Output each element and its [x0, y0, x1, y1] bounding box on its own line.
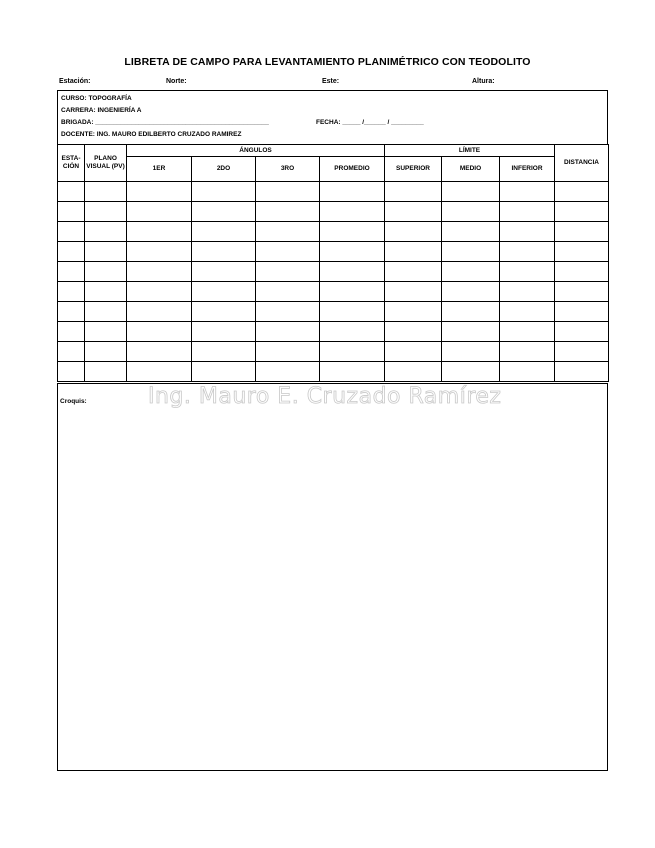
table-cell — [85, 322, 127, 342]
table-cell — [85, 202, 127, 222]
table-row — [58, 282, 609, 302]
table-cell — [192, 322, 256, 342]
table-cell — [500, 182, 555, 202]
table-cell — [85, 222, 127, 242]
table-cell — [555, 222, 609, 242]
table-cell — [127, 322, 192, 342]
table-cell — [256, 222, 320, 242]
table-cell — [256, 242, 320, 262]
table-cell — [58, 202, 85, 222]
table-cell — [85, 342, 127, 362]
table-cell — [192, 282, 256, 302]
angulo-1er-header: 1ER — [127, 157, 192, 182]
table-cell — [127, 342, 192, 362]
limite-medio-header: MEDIO — [442, 157, 500, 182]
table-cell — [442, 342, 500, 362]
table-cell — [555, 182, 609, 202]
table-cell — [127, 262, 192, 282]
table-cell — [58, 182, 85, 202]
plano-visual-header: PLANO VISUAL (PV) — [85, 145, 127, 182]
table-cell — [192, 262, 256, 282]
table-cell — [385, 342, 442, 362]
table-cell — [442, 222, 500, 242]
table-cell — [192, 222, 256, 242]
table-cell — [58, 302, 85, 322]
table-cell — [442, 302, 500, 322]
table-cell — [555, 322, 609, 342]
table-cell — [320, 202, 385, 222]
table-cell — [127, 242, 192, 262]
table-row — [58, 242, 609, 262]
estacion-header: ESTA-CIÓN — [58, 145, 85, 182]
table-cell — [85, 362, 127, 382]
table-cell — [442, 202, 500, 222]
este-label: Este: — [322, 78, 340, 85]
table-cell — [500, 302, 555, 322]
table-cell — [192, 202, 256, 222]
table-row — [58, 302, 609, 322]
table-cell — [127, 282, 192, 302]
table-cell — [385, 202, 442, 222]
table-cell — [320, 362, 385, 382]
table-cell — [500, 342, 555, 362]
table-cell — [192, 302, 256, 322]
table-cell — [442, 362, 500, 382]
table-row — [58, 202, 609, 222]
table-cell — [442, 262, 500, 282]
table-cell — [58, 222, 85, 242]
table-cell — [192, 362, 256, 382]
table-cell — [320, 302, 385, 322]
table-cell — [500, 282, 555, 302]
table-row — [58, 182, 609, 202]
table-cell — [442, 182, 500, 202]
table-row — [58, 362, 609, 382]
angulos-header: ÁNGULOS — [127, 145, 385, 157]
table-cell — [385, 302, 442, 322]
table-cell — [256, 262, 320, 282]
angulo-2do-header: 2DO — [192, 157, 256, 182]
table-cell — [58, 242, 85, 262]
table-cell — [320, 262, 385, 282]
carrera-field: CARRERA: INGENIERÍA A — [61, 107, 142, 114]
table-cell — [256, 322, 320, 342]
angulo-promedio-header: PROMEDIO — [320, 157, 385, 182]
table-cell — [500, 242, 555, 262]
table-cell — [192, 342, 256, 362]
table-cell — [256, 342, 320, 362]
table-cell — [385, 322, 442, 342]
table-cell — [555, 282, 609, 302]
table-cell — [192, 242, 256, 262]
table-row — [58, 262, 609, 282]
table-cell — [320, 242, 385, 262]
field-book-table — [57, 144, 609, 382]
limite-superior-header: SUPERIOR — [385, 157, 442, 182]
table-cell — [58, 362, 85, 382]
table-cell — [555, 202, 609, 222]
table-cell — [320, 342, 385, 362]
table-cell — [256, 282, 320, 302]
fecha-field: FECHA: _____ /______ / _________ — [316, 119, 424, 126]
table-cell — [385, 222, 442, 242]
author-watermark: Ing. Mauro E. Cruzado Ramírez — [148, 384, 502, 409]
table-cell — [58, 262, 85, 282]
table-cell — [320, 322, 385, 342]
table-cell — [85, 282, 127, 302]
angulo-3ro-header: 3RO — [256, 157, 320, 182]
table-cell — [192, 182, 256, 202]
table-cell — [127, 202, 192, 222]
table-cell — [127, 302, 192, 322]
table-cell — [555, 262, 609, 282]
table-cell — [500, 222, 555, 242]
table-cell — [385, 182, 442, 202]
table-cell — [85, 242, 127, 262]
table-cell — [555, 302, 609, 322]
limite-header: LÍMITE — [385, 145, 555, 157]
limite-inferior-header: INFERIOR — [500, 157, 555, 182]
curso-field: CURSO: TOPOGRAFÍA — [61, 95, 132, 102]
table-cell — [256, 302, 320, 322]
table-cell — [385, 242, 442, 262]
info-box — [57, 90, 608, 145]
table-cell — [127, 222, 192, 242]
table-cell — [555, 342, 609, 362]
table-cell — [500, 262, 555, 282]
table-cell — [256, 362, 320, 382]
table-cell — [500, 362, 555, 382]
norte-label: Norte: — [166, 78, 187, 85]
table-cell — [500, 202, 555, 222]
croquis-label: Croquis: — [60, 398, 87, 405]
docente-field: DOCENTE: ING. MAURO EDILBERTO CRUZADO RAMIREZ — [61, 131, 242, 138]
table-cell — [127, 362, 192, 382]
table-cell — [555, 362, 609, 382]
table-cell — [58, 342, 85, 362]
table-cell — [442, 242, 500, 262]
table-row — [58, 222, 609, 242]
table-cell — [320, 182, 385, 202]
table-cell — [256, 182, 320, 202]
brigada-field: BRIGADA: ________________________________________________ — [61, 119, 269, 126]
table-cell — [385, 262, 442, 282]
table-cell — [320, 282, 385, 302]
distancia-header: DISTANCIA — [555, 145, 609, 182]
table-cell — [500, 322, 555, 342]
table-cell — [385, 362, 442, 382]
table-cell — [127, 182, 192, 202]
table-cell — [85, 262, 127, 282]
table-row — [58, 322, 609, 342]
table-cell — [85, 302, 127, 322]
table-cell — [256, 202, 320, 222]
sketch-box — [57, 383, 608, 771]
table-cell — [555, 242, 609, 262]
table-row — [58, 342, 609, 362]
table-cell — [58, 282, 85, 302]
estacion-label: Estación: — [59, 78, 91, 85]
table-cell — [85, 182, 127, 202]
table-cell — [442, 282, 500, 302]
table-cell — [320, 222, 385, 242]
table-cell — [385, 282, 442, 302]
page-title: LIBRETA DE CAMPO PARA LEVANTAMIENTO PLANIMÉTRICO CON TEODOLITO — [124, 56, 531, 68]
table-cell — [58, 322, 85, 342]
table-cell — [442, 322, 500, 342]
altura-label: Altura: — [472, 78, 495, 85]
